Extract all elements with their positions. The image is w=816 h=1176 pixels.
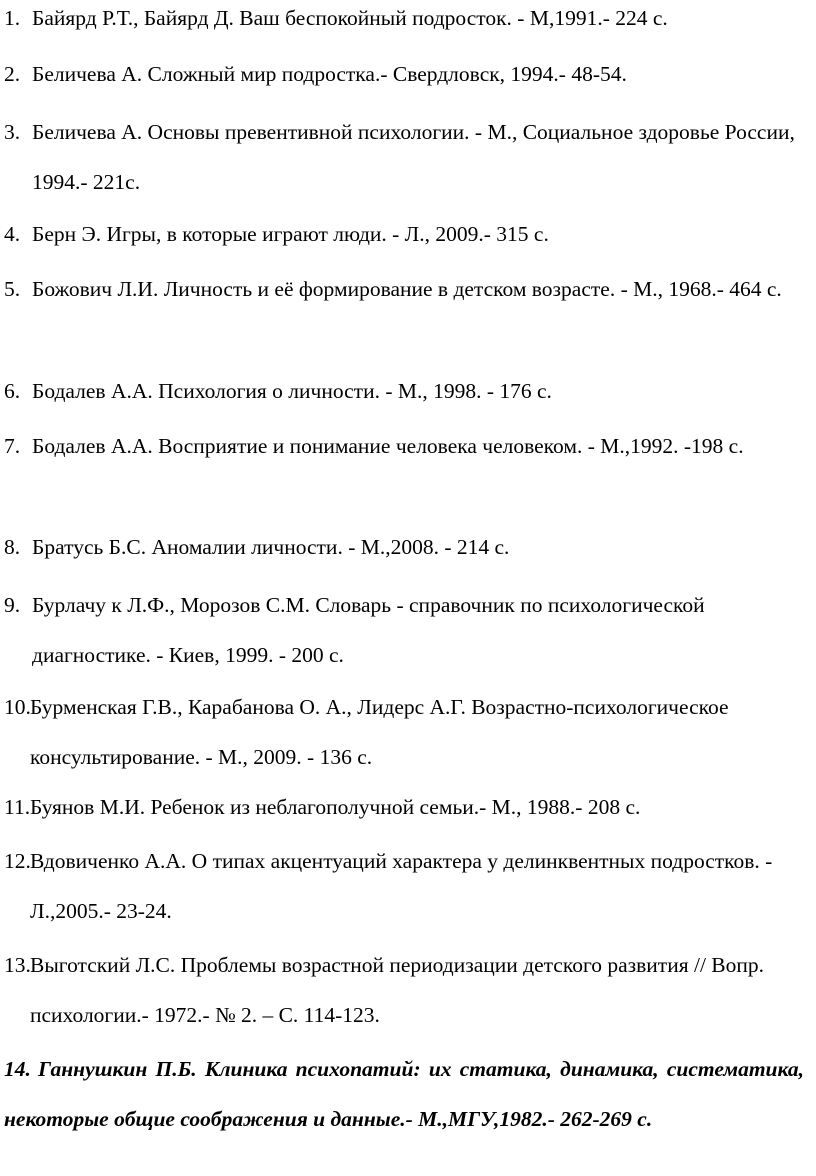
reference-text: Вдовиченко А.А. О типах акцентуаций характера у делинквентных подростков. - Л.,2005.- 23-24.: [30, 849, 773, 923]
reference-text: Братусь Б.С. Аномалии личности. - М.,2008. - 214 с.: [32, 535, 510, 559]
reference-item: [4, 264, 804, 314]
reference-number: 10.: [4, 695, 31, 719]
reference-item: [4, 49, 804, 99]
reference-item: [4, 940, 804, 1040]
reference-text: Берн Э. Игры, в которые играют люди. - Л., 2009.- 315 с.: [32, 222, 549, 246]
reference-item: [4, 580, 804, 680]
reference-item: [4, 107, 804, 207]
reference-text: Бурлачу к Л.Ф., Морозов С.М. Словарь - справочник по психологической диагностике. - Киев, 1999. - 200 с.: [32, 593, 705, 667]
reference-number: 6.: [4, 379, 21, 403]
reference-number: 5.: [4, 277, 21, 301]
reference-number: 13.: [4, 953, 31, 977]
reference-item-highlighted: [4, 1044, 804, 1144]
reference-number: 2.: [4, 62, 21, 86]
reference-item: [4, 522, 804, 572]
reference-text: Бурменская Г.В., Карабанова О. А., Лидерс А.Г. Возрастно-психологическое консультирование. - М., 2009. - 136 с.: [30, 695, 729, 769]
reference-item: [4, 366, 804, 416]
reference-text: Байярд Р.Т., Байярд Д. Ваш беспокойный подросток. - М,1991.- 224 с.: [32, 6, 668, 30]
reference-text: Буянов М.И. Ребенок из неблагополучной семьи.- М., 1988.- 208 с.: [30, 795, 641, 819]
reference-text: Бодалев А.А. Восприятие и понимание человека человеком. - М.,1992. -198 с.: [32, 434, 744, 458]
reference-text: Выготский Л.С. Проблемы возрастной периодизации детского развития // Вопр. психологии.- 1972.- № 2. – С. 114-123.: [30, 953, 765, 1027]
reference-number: 8.: [4, 535, 21, 559]
reference-text: Ганнушкин П.Б. Клиника психопатий: их статика, динамика, систематика, некоторые общие соображения и данные.- М.,МГУ,1982.- 262-269 с.: [4, 1057, 804, 1131]
reference-number: 4.: [4, 222, 21, 246]
reference-item: [4, 682, 804, 782]
reference-text: Бодалев А.А. Психология о личности. - М., 1998. - 176 с.: [32, 379, 552, 403]
reference-number: 3.: [4, 120, 21, 144]
reference-number: 7.: [4, 434, 21, 458]
reference-number: 1.: [4, 6, 21, 30]
reference-item: [4, 836, 804, 936]
reference-item: [4, 209, 804, 259]
reference-item: [4, 421, 804, 471]
reference-number: 11.: [4, 795, 31, 819]
reference-text: Беличева А. Основы превентивной психологии. - М., Социальное здоровье России, 1994.- 221с.: [32, 120, 795, 194]
reference-text: Беличева А. Сложный мир подростка.- Свердловск, 1994.- 48-54.: [32, 62, 627, 86]
reference-number: 12.: [4, 849, 31, 873]
reference-text: Божович Л.И. Личность и её формирование в детском возрасте. - М., 1968.- 464 с.: [32, 277, 782, 301]
reference-item: [4, 782, 804, 832]
reference-number: 9.: [4, 593, 21, 617]
reference-number: 14.: [4, 1057, 31, 1081]
reference-item: [4, 0, 804, 43]
